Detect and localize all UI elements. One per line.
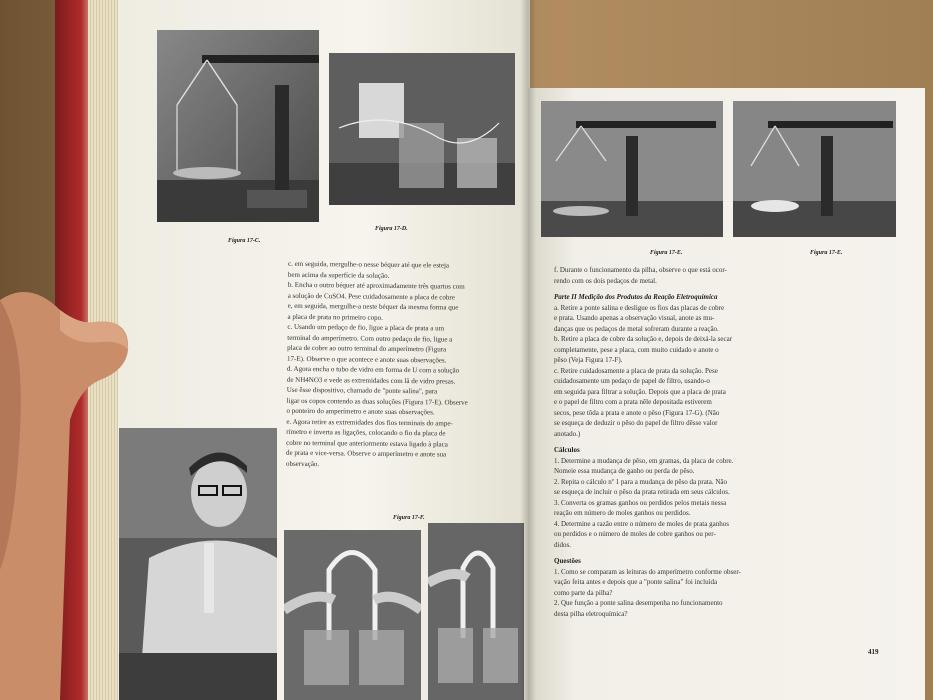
text-line: 3. Converta os gramas ganhos ou perdidos pelos metais nessa: [554, 498, 727, 507]
caption-figure-c: Figura 17-F.: [393, 515, 425, 521]
photo-student: [119, 428, 277, 700]
text-line: c. em seguida, mergulhe-o nesse béquer até que ele esteja: [288, 259, 450, 270]
text-line: c. Retire cuidadosamente a placa de prata da solução. Pese: [554, 366, 718, 375]
text-line: observação.: [285, 459, 320, 468]
text-line: e prata. Usando apenas a observação visual, anote as mu-: [554, 314, 715, 322]
text-line: cobre no terminal que anteriormente estava ligado à placa: [286, 438, 448, 448]
left-page-text: [286, 259, 518, 471]
text-line: de NH4NO3 e vede as extremidades com lã de vidro presas.: [286, 375, 456, 386]
caption-figure-d: Figura 17-E.: [650, 250, 683, 256]
hand-holding-book: [0, 270, 140, 700]
text-line: d. Agora encha o tubo de vidro em forma de U com a solução: [286, 364, 460, 375]
text-line: se esqueça de deduzir o pêso do papel de filtro dêsse valor: [554, 419, 718, 427]
balance-scale-drawing-2: [541, 101, 723, 237]
text-line: c. Usando um pedaço de fio, ligue a placa de prata a um: [287, 322, 445, 333]
text-line: bem acima da superfície da solução.: [287, 270, 390, 280]
text-line: e o papel de filtro com a prata nêle depositada estiverem: [554, 398, 712, 406]
caption-figure-b: Figura 17-D.: [375, 226, 408, 232]
text-line: 17-E). Observe o que acontece e anote suas observações.: [287, 354, 447, 364]
text-line: placa de cobre ao outro terminal do amperímetro (Figura: [287, 343, 447, 354]
text-line: de prata e vice-versa. Observe o amperímetro e anote sua: [286, 448, 447, 459]
text-line: 1. Determine a mudança de pêso, em gramas, da placa de cobre.: [554, 456, 734, 465]
text-line: pêso (Veja Figura 17-F).: [554, 356, 623, 364]
right-page-text: [554, 265, 899, 619]
text-line: 2. Repita o cálculo nº 1 para a mudança de pêso da prata. Não: [554, 477, 728, 486]
text-line: a solução de CuSO4. Pese cuidadosamente a placa de cobre: [287, 291, 455, 302]
text-line: ligar os copos contendo as duas soluções (Figura 17-E). Observe: [286, 396, 468, 407]
text-line: rendo com os dois pedaços de metal.: [554, 276, 657, 285]
book-gutter-shadow: [520, 0, 536, 700]
text-line: desta pilha eletroquímica?: [554, 609, 628, 618]
text-line: completamente, pese a placa, com muito cuidado e anote o: [554, 345, 719, 354]
text-line: danças que os pedaços de metal sofreram durante a reação.: [554, 324, 719, 333]
text-line: como parte da pilha?: [554, 588, 613, 597]
text-line: b. Encha o outro béquer até aproximadamente três quartos com: [287, 280, 465, 291]
photo-salt-bridge-1: [284, 530, 421, 700]
text-line: a. Retire a ponte salina e desligue os fios das placas de cobre: [554, 303, 725, 312]
text-line: em seguida para filtrar a solução. Depois que a placa de prata: [554, 387, 726, 396]
photo-salt-bridge-2: [428, 523, 524, 700]
text-line: b. Retire a placa de cobre da solução e, depois de deixá-la secar: [554, 335, 733, 343]
text-line: f. Durante o funcionamento da pilha, observe o que está ocor-: [554, 266, 727, 274]
caption-figure-a: Figura 17-C.: [228, 238, 261, 244]
text-line: Use êsse dispositivo, chamado de "ponte salina", para: [286, 385, 438, 396]
photo-balance-scale-right-1: [541, 101, 723, 237]
photo-balance-scale-right-2: [733, 101, 896, 237]
text-line: se esqueça de incluir o pêso da prata retirada em seus cálculos.: [554, 488, 730, 496]
text-line: ou perdidos e o número de moles de cobre ganhos ou per-: [554, 530, 716, 538]
section-heading-questoes: Questões: [554, 557, 581, 565]
text-line: rímetro e inverta as ligações, colocando o fio da placa de: [286, 427, 446, 438]
student-drawing: [119, 428, 277, 700]
salt-bridge-drawing-2: [428, 523, 524, 700]
text-line: 2. Que função a ponte salina desempenha no funcionamento: [554, 599, 723, 607]
section-heading-part2: Parte II Medição dos Produtos da Reação Eletroquímica: [554, 293, 718, 301]
text-line: terminal do amperímetro. Com outro pedaço de fio, ligue a: [287, 333, 453, 344]
electrochemical-setup-drawing: [329, 53, 515, 205]
balance-scale-drawing: [157, 30, 319, 222]
text-line: vação feita antes e depois que a "ponte salina" foi incluída: [554, 578, 718, 586]
page-number: 419: [868, 648, 879, 656]
text-line: e, em seguida, mergulhe-a neste béquer da mesma forma que: [287, 301, 459, 312]
text-line: secos, pese tôda a prata e anote o pêso (Figura 17-G). (Não: [554, 408, 720, 417]
caption-figure-e: Figura 17-E.: [810, 250, 843, 256]
text-line: cuidadosamente um pedaço de papel de filtro, usando-o: [554, 377, 710, 385]
text-line: o ponteiro do amperímetro e anote suas observações.: [286, 406, 435, 417]
text-line: didos.: [554, 540, 571, 549]
text-line: 4. Determine a razão entre o número de moles de prata ganhos: [554, 519, 729, 528]
text-line: reação em número de moles ganhos ou perdidos.: [554, 509, 691, 517]
section-heading-calculos: Cálculos: [554, 446, 580, 454]
text-line: e. Agora retire as extremidades dos fios terminais do ampe-: [286, 417, 453, 428]
balance-scale-drawing-3: [733, 101, 896, 237]
text-line: anotado.): [554, 429, 581, 438]
salt-bridge-drawing-1: [284, 530, 421, 700]
text-line: Nomeie essa mudança de ganho ou perda de pêso.: [554, 467, 695, 475]
text-line: 1. Como se comparam as leituras do amperímetro conforme obser-: [554, 567, 741, 576]
text-line: a placa de prata no primeiro copo.: [287, 312, 383, 322]
photo-balance-scale-left: [157, 30, 319, 222]
photo-electrochemical-setup: [329, 53, 515, 205]
